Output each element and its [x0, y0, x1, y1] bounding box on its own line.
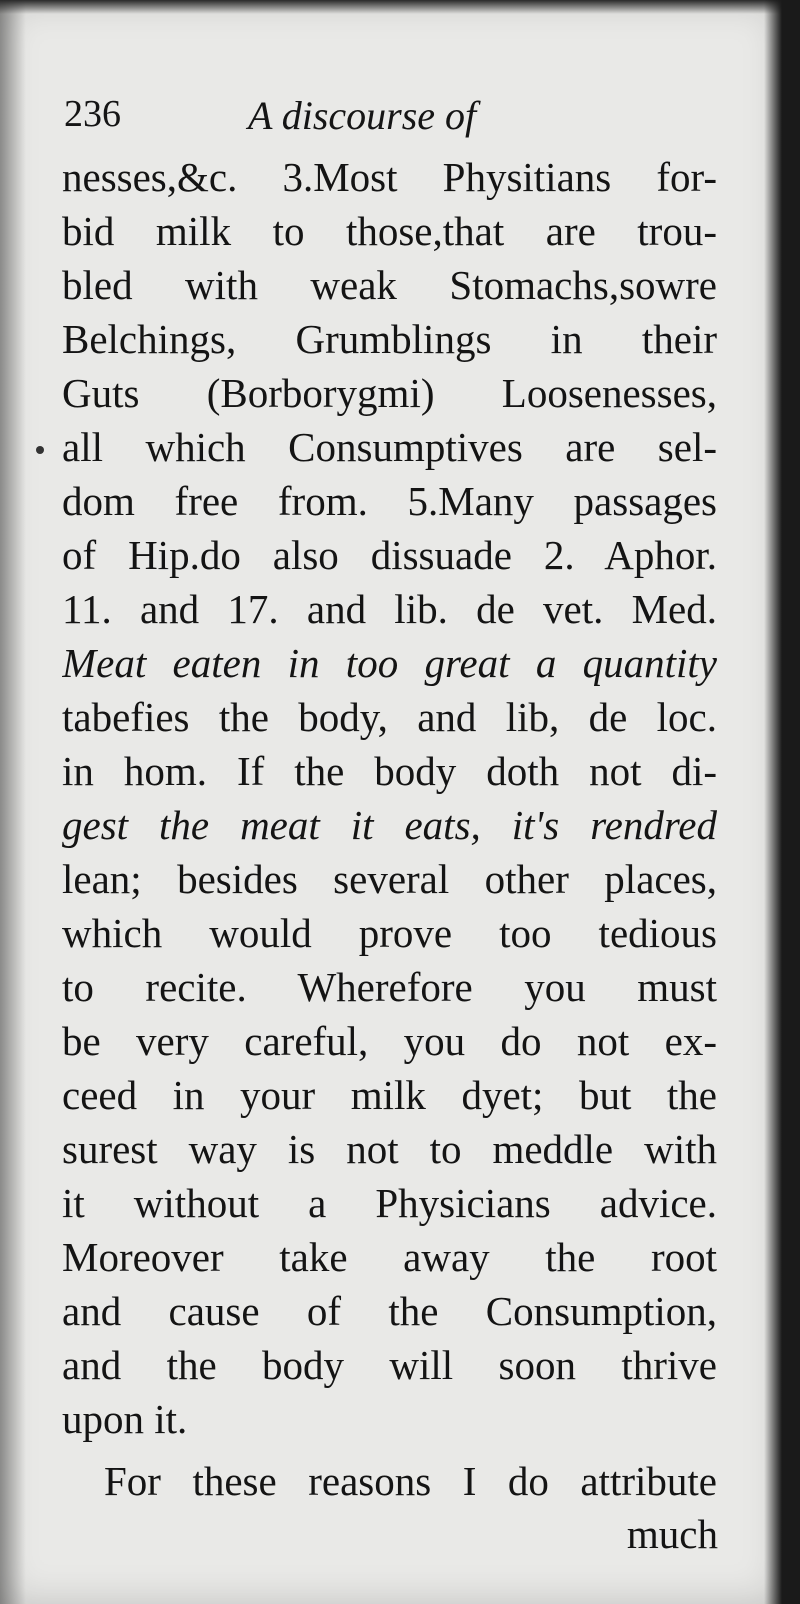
text-line: bled with weak Stomachs,sowre — [62, 262, 717, 308]
catchword: much — [626, 1511, 718, 1557]
text-line: bid milk to those,that are trou- — [62, 208, 717, 254]
page-right-edge — [764, 0, 782, 1604]
text-line: tabefies the body, and lib, de loc. — [62, 694, 717, 740]
margin-mark — [36, 446, 44, 454]
text-line: Meat eaten in too great a quantity — [62, 640, 717, 686]
text-line: be very careful, you do not ex- — [62, 1018, 717, 1064]
text-line: and the body will soon thrive — [62, 1342, 717, 1388]
text-line: it without a Physicians advice. — [62, 1180, 717, 1226]
text-line: and cause of the Consumption, — [62, 1288, 717, 1334]
text-line: of Hip.do also dissuade 2. Aphor. — [62, 532, 717, 578]
text-line: upon it. — [62, 1396, 188, 1442]
text-line: which would prove too tedious — [62, 910, 717, 956]
text-line: dom free from. 5.Many passages — [62, 478, 717, 524]
text-line: Moreover take away the root — [62, 1234, 717, 1280]
text-line: gest the meat it eats, it's rendred — [62, 802, 717, 848]
paragraph-first-line: For these reasons I do attribute — [104, 1458, 717, 1504]
text-line: nesses,&c. 3.Most Physitians for- — [62, 154, 717, 200]
text-line: in hom. If the body doth not di- — [62, 748, 717, 794]
text-line: surest way is not to meddle with — [62, 1126, 717, 1172]
spine-shadow — [0, 0, 26, 1604]
text-line: lean; besides several other places, — [62, 856, 717, 902]
page-number: 236 — [64, 93, 121, 135]
text-line: to recite. Wherefore you must — [62, 964, 717, 1010]
text-line: Belchings, Grumblings in their — [62, 316, 717, 362]
page-top-edge — [0, 0, 782, 14]
text-line: Guts (Borborygmi) Loosenesses, — [62, 370, 717, 416]
text-line: all which Consumptives are sel- — [62, 424, 717, 470]
text-line: 11. and 17. and lib. de vet. Med. — [62, 586, 717, 632]
running-title: A discourse of — [248, 93, 477, 138]
page-header — [64, 92, 714, 148]
text-line: ceed in your milk dyet; but the — [62, 1072, 717, 1118]
